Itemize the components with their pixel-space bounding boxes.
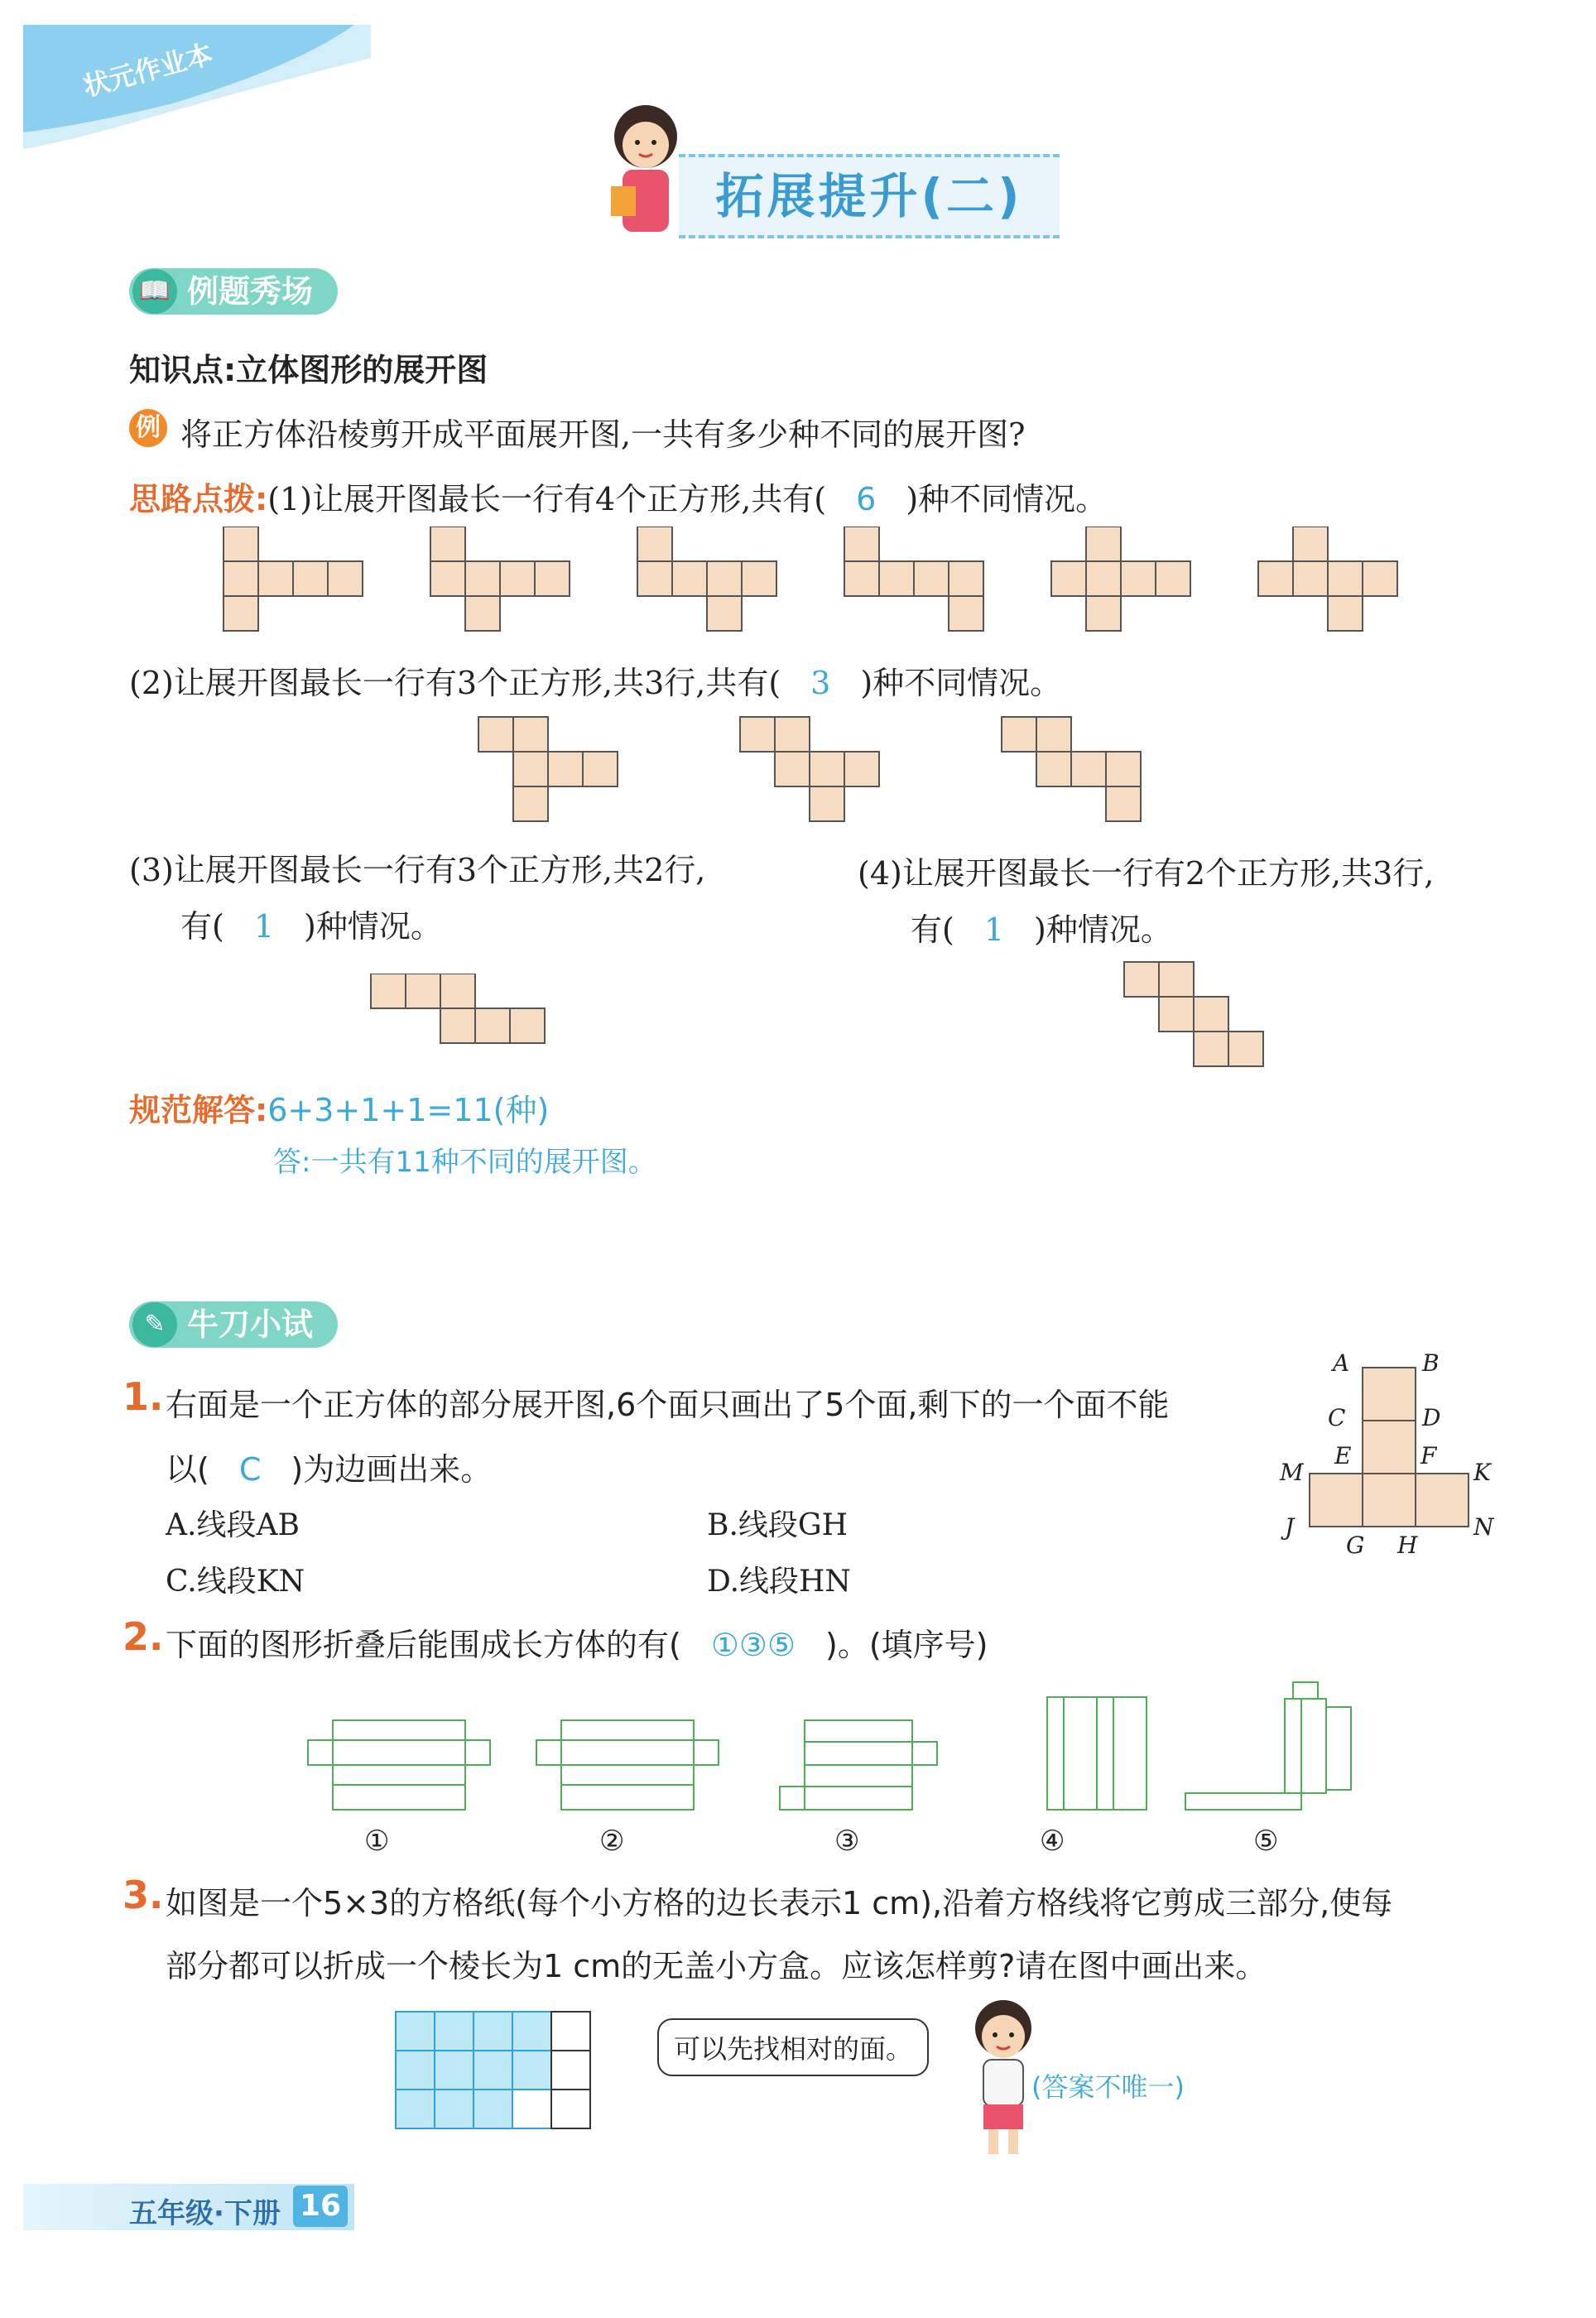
step1-post: )种不同情况。 — [906, 481, 1108, 517]
knowledge-point: 知识点:立体图形的展开图 — [129, 352, 488, 388]
step1-answer: 6 — [856, 481, 877, 517]
label-e: E — [1334, 1442, 1352, 1469]
grid-cell — [512, 2012, 551, 2051]
q3-text2: 部分都可以折成一个棱长为1 cm的无盖小方盒。应该怎样剪?请在图中画出来。 — [166, 1948, 1267, 1984]
example-mark-label: 例 — [136, 413, 161, 442]
net-6 — [1258, 527, 1397, 631]
label-d: D — [1422, 1404, 1441, 1431]
step3-line2 — [180, 901, 442, 946]
step1-nets — [215, 527, 1416, 642]
net-4 — [844, 527, 983, 631]
q2-figure-3 — [780, 1720, 937, 1810]
grid-cell — [512, 2090, 551, 2128]
q2-label-5: ⑤ — [1253, 1825, 1279, 1858]
grid-cell — [512, 2051, 551, 2090]
net-7 — [478, 717, 618, 821]
q2-figures — [298, 1681, 1374, 1821]
grid-cell — [551, 2051, 590, 2090]
label-k: K — [1473, 1459, 1491, 1486]
q2-label-1: ① — [364, 1825, 390, 1858]
hint-line-2 — [129, 657, 1061, 703]
step3-line1: (3)让展开图最长一行有3个正方形,共2行, — [129, 852, 706, 888]
step4-line2 — [911, 904, 1172, 950]
q1-option-b: B.线段GH — [707, 1508, 848, 1542]
q2-figure-5 — [1185, 1682, 1351, 1810]
section-badge-practice — [129, 1301, 338, 1348]
label-j: J — [1285, 1513, 1295, 1541]
q2-label-2: ② — [599, 1825, 625, 1858]
answer-line — [129, 1084, 549, 1130]
grid-cell — [435, 2012, 474, 2051]
q2-post: )。(填序号) — [825, 1627, 988, 1663]
net-8 — [740, 717, 879, 821]
grid-cell — [396, 2012, 435, 2051]
step4-line1: (4)让展开图最长一行有2个正方形,共3行, — [858, 855, 1435, 892]
step2-pre: (2)让展开图最长一行有3个正方形,共3行,共有( — [129, 665, 781, 701]
q3-hint-bubble — [657, 2018, 929, 2076]
bubble-text: 可以先找相对的面。 — [657, 2018, 929, 2076]
q1-text1: 右面是一个正方体的部分展开图,6个面只画出了5个面,剩下的一个面不能 — [166, 1387, 1170, 1423]
q2-figure-4 — [1047, 1697, 1147, 1810]
step1-pre: (1)让展开图最长一行有4个正方形,共有( — [267, 481, 827, 517]
page-title: 拓展提升(二) — [715, 168, 1023, 224]
q3-number: 3. — [123, 1873, 164, 1917]
page-number: 16 — [293, 2186, 348, 2227]
net-9 — [1002, 717, 1141, 821]
answer-text: 答:一共有11种不同的展开图。 — [273, 1146, 656, 1179]
q2-figure-2 — [536, 1720, 719, 1810]
example-mark — [129, 409, 167, 447]
pencil-icon: ✎ — [132, 1302, 177, 1347]
footer — [23, 2184, 354, 2230]
book-icon: 📖 — [132, 269, 177, 314]
grid-cell — [435, 2090, 474, 2128]
net-5 — [1051, 527, 1190, 631]
net-1 — [224, 527, 363, 631]
grid-cell — [474, 2051, 512, 2090]
grid-cell — [551, 2012, 590, 2051]
label-f: F — [1421, 1442, 1437, 1469]
grid-cell — [474, 2090, 512, 2128]
step3-net — [369, 974, 551, 1056]
q3-text1: 如图是一个5×3的方格纸(每个小方格的边长表示1 cm),沿着方格线将它剪成三部分,使每 — [166, 1885, 1393, 1921]
step2-post: )种不同情况。 — [860, 665, 1062, 701]
net-2 — [430, 527, 570, 631]
label-m: M — [1280, 1459, 1304, 1486]
step4-post: )种情况。 — [1034, 911, 1172, 948]
q1-net-figure — [1275, 1349, 1498, 1565]
q1-text2 — [166, 1444, 492, 1489]
q1-option-d: D.线段HN — [707, 1565, 851, 1599]
label-h: H — [1397, 1532, 1418, 1559]
step3-post: )种情况。 — [304, 908, 442, 945]
grid-cell — [474, 2012, 512, 2051]
grid-cell — [435, 2051, 474, 2090]
step2-answer: 3 — [810, 665, 831, 701]
step4-pre: 有( — [911, 911, 954, 948]
q1-pre: 以( — [166, 1451, 209, 1488]
step3-answer: 1 — [253, 908, 275, 945]
q3-grid — [394, 2010, 601, 2134]
step4-net — [1122, 960, 1272, 1076]
step2-nets — [472, 712, 1151, 828]
q2-figure-1 — [308, 1720, 490, 1810]
q2-label-4: ④ — [1040, 1825, 1065, 1858]
example-text: 将正方体沿棱剪开成平面展开图,一共有多少种不同的展开图? — [180, 416, 1026, 453]
q1-number: 1. — [123, 1374, 164, 1419]
badge-label: 牛刀小试 — [187, 1306, 314, 1343]
grid-cell — [396, 2051, 435, 2090]
net-3 — [637, 527, 776, 631]
q1-post: )为边画出来。 — [291, 1451, 493, 1488]
grid-cell — [551, 2090, 590, 2128]
label-b: B — [1422, 1349, 1440, 1377]
badge-label: 例题秀场 — [187, 273, 314, 310]
q2-pre: 下面的图形折叠后能围成长方体的有( — [166, 1627, 681, 1663]
q2-answer: ①③⑤ — [710, 1627, 796, 1663]
label-c: C — [1328, 1404, 1346, 1431]
answer-label: 规范解答: — [129, 1092, 268, 1128]
answer-calc: 6+3+1+1=11(种) — [267, 1092, 550, 1128]
grid-cell — [396, 2090, 435, 2128]
hint-line-1 — [129, 474, 1107, 519]
corner-banner — [23, 25, 371, 124]
q1-answer: C — [238, 1451, 262, 1488]
title-box — [679, 154, 1060, 238]
q3-note: (答案不唯一) — [1031, 2071, 1185, 2103]
q2-text — [166, 1619, 988, 1665]
q1-option-c: C.线段KN — [166, 1565, 305, 1599]
q2-label-3: ③ — [834, 1825, 860, 1858]
label-n: N — [1473, 1513, 1494, 1541]
label-g: G — [1346, 1532, 1365, 1559]
q1-option-a: A.线段AB — [166, 1508, 300, 1542]
label-a: A — [1333, 1349, 1350, 1377]
step3-pre: 有( — [180, 908, 224, 945]
footer-grade: 五年级·下册 — [129, 2197, 281, 2230]
step4-answer: 1 — [983, 911, 1005, 948]
hint-label: 思路点拨: — [129, 481, 268, 517]
banner-text: 状元作业本 — [79, 37, 216, 103]
section-badge-examples — [129, 268, 338, 315]
q2-number: 2. — [123, 1614, 164, 1659]
